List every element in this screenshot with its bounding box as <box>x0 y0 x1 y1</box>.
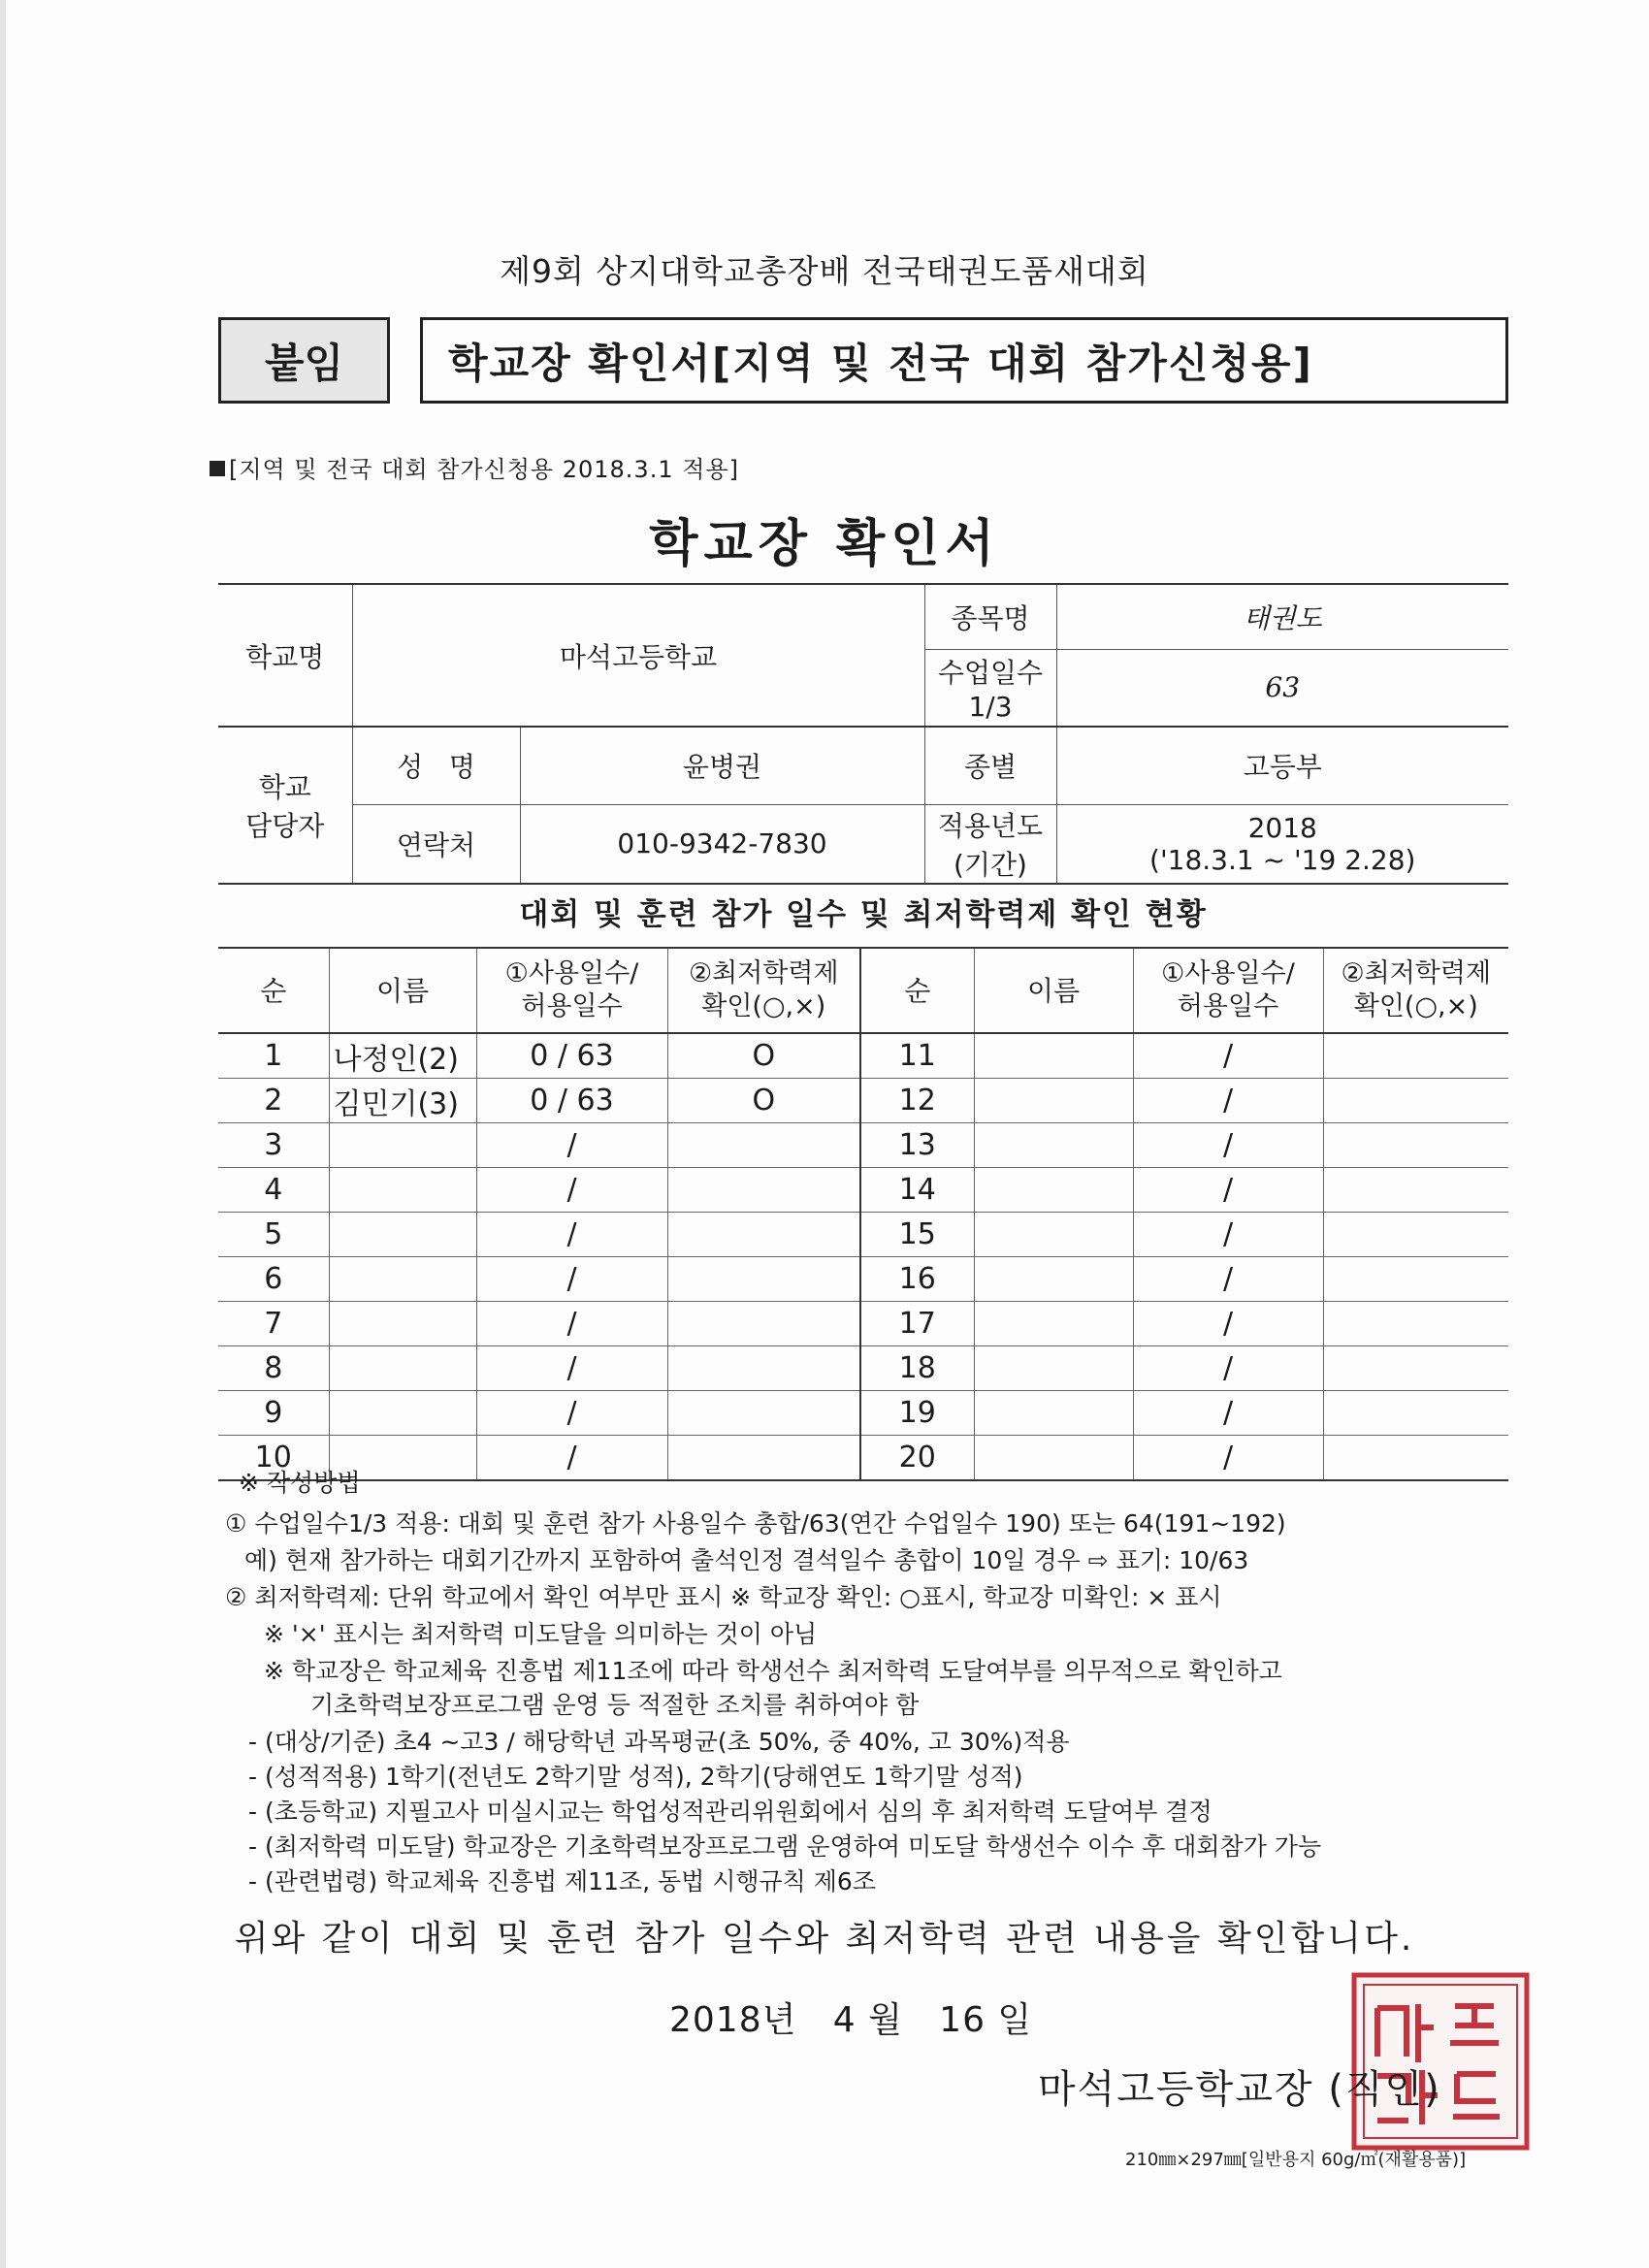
student-name-right <box>974 1123 1133 1168</box>
min-academic-check <box>667 1391 860 1436</box>
days-label-1: 수업일수 <box>937 657 1044 690</box>
min-academic-check-right <box>1323 1079 1508 1123</box>
row-number-right: 14 <box>860 1168 974 1213</box>
min-academic-check <box>667 1123 860 1168</box>
row-number: 8 <box>218 1346 329 1391</box>
table-body <box>218 1033 1508 1480</box>
document-title: 학교장 확인서 <box>649 515 1000 573</box>
table-row <box>218 1213 1508 1257</box>
used-days-right: / <box>1133 1391 1323 1436</box>
header-days <box>476 948 667 1033</box>
row-number-right: 12 <box>860 1079 974 1123</box>
used-days: / <box>476 1257 667 1302</box>
student-name-right <box>974 1257 1133 1302</box>
used-days-right: / <box>1133 1033 1323 1079</box>
min-academic-check <box>667 1213 860 1257</box>
doc-heading-box <box>420 317 1508 404</box>
header-no: 순 <box>218 948 329 1033</box>
table-row <box>218 1436 1508 1481</box>
student-name <box>329 1346 476 1391</box>
header-check-right-2: 확인(○,×) <box>1353 991 1478 1021</box>
used-days-right: / <box>1133 1079 1323 1123</box>
note-2-remark-a: ※ '×' 표시는 최저학력 미도달을 의미하는 것이 아님 <box>264 1620 818 1648</box>
row-number: 2 <box>218 1079 329 1123</box>
min-academic-check-right <box>1323 1257 1508 1302</box>
table-row <box>218 1168 1508 1213</box>
detail-4: - (최저학력 미도달) 학교장은 기초학력보장프로그램 운영하여 미도달 학생선수 이수 후 대회참가 가능 <box>248 1832 1322 1861</box>
min-academic-check-right <box>1323 1168 1508 1213</box>
period-value: ('18.3.1 ~ '19 2.28) <box>1149 843 1416 876</box>
used-days-right: / <box>1133 1302 1323 1346</box>
header-days-right <box>1133 948 1323 1033</box>
days-label-2: 1/3 <box>968 691 1013 724</box>
min-academic-check-right <box>1323 1302 1508 1346</box>
year-value-cell <box>1056 804 1508 884</box>
days-value: 63 <box>1056 649 1508 727</box>
info-table <box>218 583 1508 885</box>
header-days-right-1: ①사용일수/ <box>1161 958 1295 989</box>
manager-label-1: 학교 <box>258 770 311 803</box>
row-number: 3 <box>218 1123 329 1168</box>
row-number: 4 <box>218 1168 329 1213</box>
student-name-right <box>974 1079 1133 1123</box>
row-number-right: 16 <box>860 1257 974 1302</box>
row-number: 1 <box>218 1033 329 1079</box>
detail-3: - (초등학교) 지필고사 미실시교는 학업성적관리위원회에서 심의 후 최저학력 도달여부 결정 <box>248 1798 1212 1826</box>
min-academic-check-right <box>1323 1123 1508 1168</box>
row-number: 9 <box>218 1391 329 1436</box>
table-row <box>218 1346 1508 1391</box>
min-academic-check-right <box>1323 1213 1508 1257</box>
used-days: 0 / 63 <box>476 1079 667 1123</box>
manager-label <box>218 727 352 884</box>
used-days: / <box>476 1391 667 1436</box>
header-check-2: 확인(○,×) <box>701 991 826 1021</box>
row-number-right: 20 <box>860 1436 974 1481</box>
name-value: 윤병권 <box>520 727 924 804</box>
year-label-1: 적용년도 <box>937 809 1044 842</box>
closing-statement: 위와 같이 대회 및 훈련 참가 일수와 최저학력 관련 내용을 확인합니다. <box>234 1919 1415 1959</box>
used-days: / <box>476 1213 667 1257</box>
school-value: 마석고등학교 <box>352 584 924 727</box>
min-academic-check <box>667 1168 860 1213</box>
student-name-right <box>974 1168 1133 1213</box>
table-row <box>218 1123 1508 1168</box>
note-2-remark-c: 기초학력보장프로그램 운영 등 적절한 조치를 취하여야 함 <box>310 1691 920 1719</box>
header-check-1: ②최저학력제 <box>688 958 839 989</box>
used-days: / <box>476 1123 667 1168</box>
table-row <box>218 1257 1508 1302</box>
header-days-2: 허용일수 <box>521 991 623 1021</box>
participation-table <box>218 947 1508 1481</box>
row-number: 10 <box>218 1436 329 1481</box>
header-name: 이름 <box>329 948 476 1033</box>
header-check <box>667 948 860 1033</box>
min-academic-check <box>667 1302 860 1346</box>
student-name-right <box>974 1346 1133 1391</box>
table-header-row <box>218 948 1508 1033</box>
used-days-right: / <box>1133 1346 1323 1391</box>
detail-2: - (성적적용) 1학기(전년도 2학기말 성적), 2학기(당해연도 1학기말 성적) <box>248 1763 1023 1791</box>
event-title: 제9회 상지대학교총장배 전국태권도품새대회 <box>500 252 1149 290</box>
student-name-right <box>974 1391 1133 1436</box>
form-note <box>210 450 739 484</box>
student-name-right <box>974 1213 1133 1257</box>
year-label-2: (기간) <box>954 848 1027 881</box>
note-2-remark-b: ※ 학교장은 학교체육 진흥법 제11조에 따라 학생선수 최저학력 도달여부를 의무적으로 확인하고 <box>264 1657 1282 1685</box>
student-name <box>329 1168 476 1213</box>
header-name-right: 이름 <box>974 948 1133 1033</box>
header-days-1: ①사용일수/ <box>504 958 639 989</box>
square-bullet-icon <box>210 461 225 476</box>
year-value: 2018 <box>1247 811 1317 844</box>
used-days-right: / <box>1133 1436 1323 1481</box>
student-name <box>329 1302 476 1346</box>
detail-5: - (관련법령) 학교체육 진흥법 제11조, 동법 시행규칙 제6조 <box>248 1867 876 1895</box>
table-row <box>218 1033 1508 1079</box>
header-check-right <box>1323 948 1508 1033</box>
used-days-right: / <box>1133 1123 1323 1168</box>
student-name <box>329 1391 476 1436</box>
days-label <box>924 649 1056 727</box>
min-academic-check-right <box>1323 1436 1508 1481</box>
header-check-right-1: ②최저학력제 <box>1341 958 1492 989</box>
detail-1: - (대상/기준) 초4 ~고3 / 해당학년 과목평균(초 50%, 중 40%, 고 30%)적용 <box>248 1728 1070 1756</box>
principal-signature: 마석고등학교장 (직인) <box>1038 2067 1441 2112</box>
row-number: 5 <box>218 1213 329 1257</box>
row-number-right: 18 <box>860 1346 974 1391</box>
year-label <box>924 804 1056 884</box>
row-number-right: 17 <box>860 1302 974 1346</box>
contact-value: 010-9342-7830 <box>520 804 924 884</box>
min-academic-check-right <box>1323 1391 1508 1436</box>
row-number-right: 11 <box>860 1033 974 1079</box>
student-name <box>329 1123 476 1168</box>
note-1-example: 예) 현재 참가하는 대회기간까지 포함하여 출석인정 결석일수 총합이 10일 경우 ⇨ 표기: 10/63 <box>244 1546 1249 1574</box>
row-number-right: 19 <box>860 1391 974 1436</box>
paper-spec: 210㎜×297㎜[일반용지 60g/㎡(재활용품)] <box>1125 2150 1467 2170</box>
min-academic-check <box>667 1257 860 1302</box>
min-academic-check-right <box>1323 1033 1508 1079</box>
used-days: / <box>476 1436 667 1481</box>
student-name-right <box>974 1033 1133 1079</box>
school-label: 학교명 <box>218 584 352 727</box>
division-label: 종별 <box>924 727 1056 804</box>
division-value: 고등부 <box>1056 727 1508 804</box>
contact-label: 연락처 <box>352 804 520 884</box>
sport-label: 종목명 <box>924 584 1056 649</box>
row-number: 6 <box>218 1257 329 1302</box>
issue-date: 2018년 4 월 16 일 <box>669 2000 1033 2040</box>
note-1: ① 수업일수1/3 적용: 대회 및 훈련 참가 사용일수 총합/63(연간 수업일수 190) 또는 64(191~192) <box>225 1509 1286 1538</box>
note-2: ② 최저학력제: 단위 학교에서 확인 여부만 표시 ※ 학교장 확인: ○표시, 학교장 미확인: × 표시 <box>225 1583 1222 1611</box>
used-days: / <box>476 1302 667 1346</box>
student-name-right <box>974 1436 1133 1481</box>
table-row <box>218 1079 1508 1123</box>
used-days: / <box>476 1346 667 1391</box>
used-days-right: / <box>1133 1213 1323 1257</box>
used-days-right: / <box>1133 1257 1323 1302</box>
row-number-right: 13 <box>860 1123 974 1168</box>
student-name-right <box>974 1302 1133 1346</box>
student-name: 김민기(3) <box>329 1079 476 1123</box>
min-academic-check: O <box>667 1079 860 1123</box>
row-number-right: 15 <box>860 1213 974 1257</box>
min-academic-check <box>667 1346 860 1391</box>
status-title: 대회 및 훈련 참가 일수 및 최저학력제 확인 현황 <box>519 897 1208 932</box>
header-no-right: 순 <box>860 948 974 1033</box>
form-note-text: [지역 및 전국 대회 참가신청용 2018.3.1 적용] <box>229 456 739 483</box>
manager-label-2: 담당자 <box>245 809 325 842</box>
used-days-right: / <box>1133 1168 1323 1213</box>
attach-label: 붙임 <box>264 339 344 387</box>
min-academic-check-right <box>1323 1346 1508 1391</box>
row-number: 7 <box>218 1302 329 1346</box>
student-name: 나정인(2) <box>329 1033 476 1079</box>
sport-value: 태권도 <box>1056 584 1508 649</box>
name-label: 성 명 <box>352 727 520 804</box>
min-academic-check <box>667 1436 860 1481</box>
used-days: 0 / 63 <box>476 1033 667 1079</box>
notes-heading: ※ 작성방법 <box>239 1469 361 1497</box>
min-academic-check: O <box>667 1033 860 1079</box>
attach-label-box <box>218 317 390 404</box>
used-days: / <box>476 1168 667 1213</box>
doc-heading: 학교장 확인서[지역 및 전국 대회 참가신청용] <box>448 339 1313 387</box>
table-row <box>218 1302 1508 1346</box>
table-row <box>218 1391 1508 1436</box>
student-name <box>329 1257 476 1302</box>
header-days-right-2: 허용일수 <box>1177 991 1279 1021</box>
student-name <box>329 1213 476 1257</box>
